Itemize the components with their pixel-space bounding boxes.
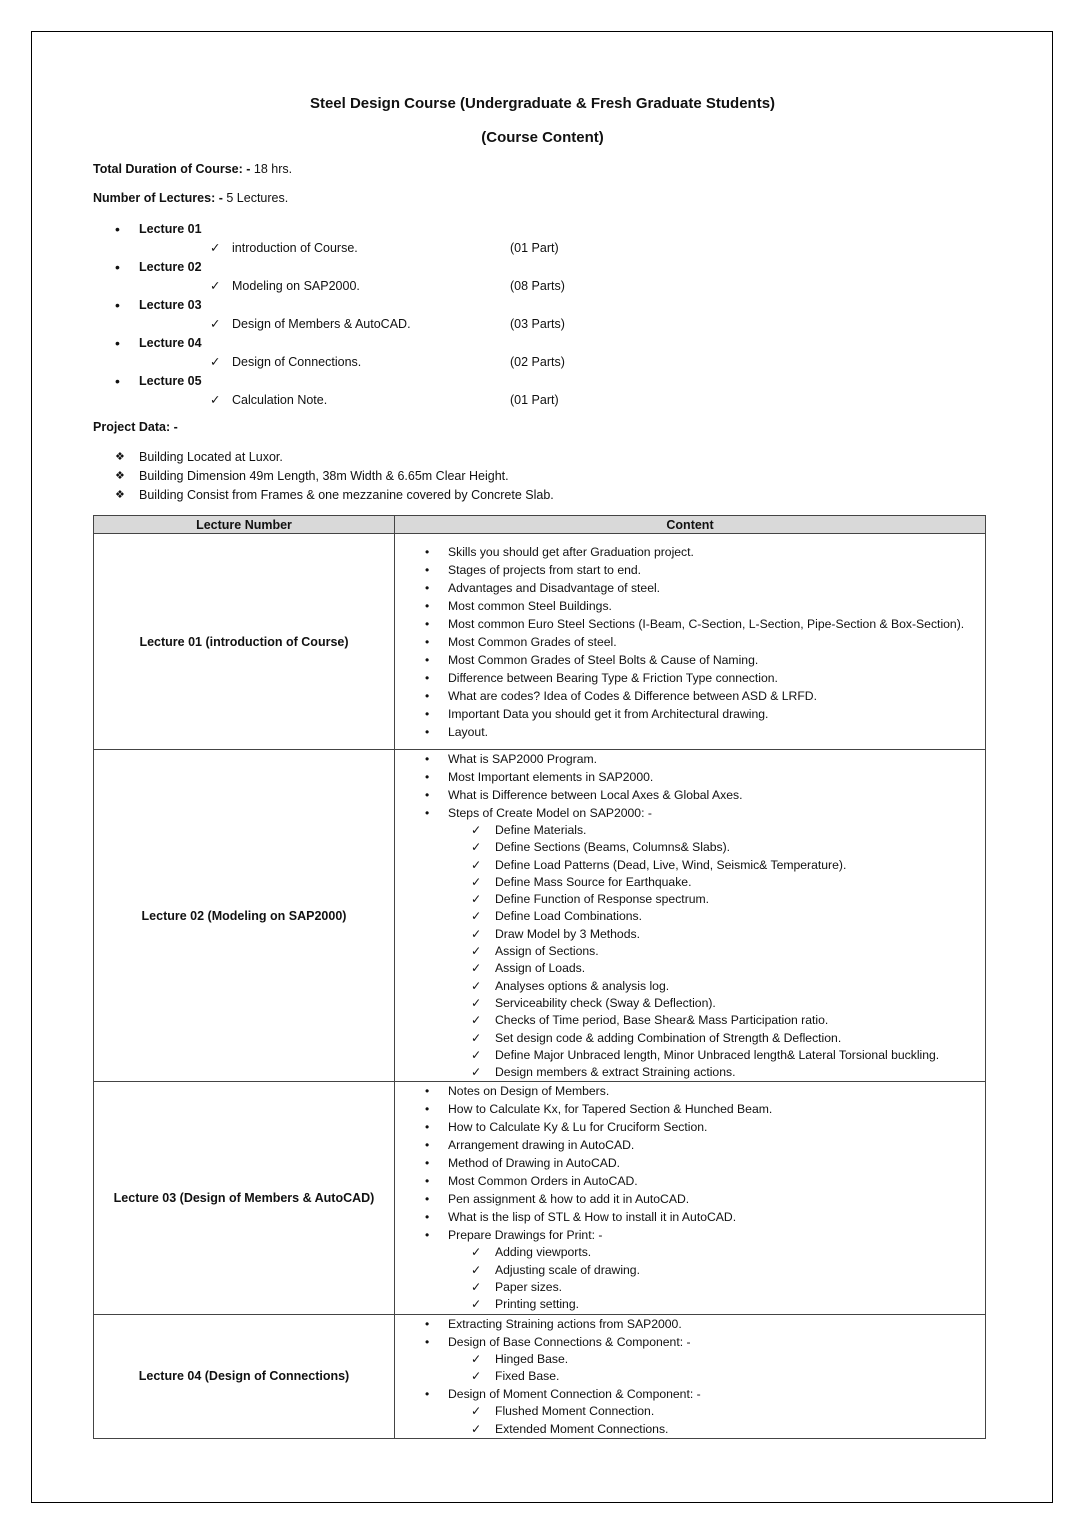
table-row	[94, 750, 986, 1082]
bullet-icon: •	[115, 221, 120, 237]
bullet-icon: •	[425, 652, 430, 667]
number-of-lectures	[93, 191, 288, 205]
content-item	[395, 561, 985, 579]
sub-item	[395, 995, 985, 1012]
sub-item	[395, 978, 985, 995]
content-cell	[395, 1314, 986, 1438]
content-cell	[395, 750, 986, 1082]
checkmark-icon: ✓	[471, 944, 482, 959]
bullet-icon: •	[115, 373, 120, 389]
bullet-icon: •	[425, 806, 430, 820]
content-list	[395, 750, 985, 1081]
content-item-text: Most common Euro Steel Sections (I-Beam, C-Section, L-Section, Pipe-Section & Box-Section).	[448, 616, 965, 631]
sub-list	[395, 1351, 985, 1386]
column-header-content: Content	[395, 516, 986, 534]
sub-item-text: Checks of Time period, Base Shear& Mass Participation ratio.	[495, 1013, 829, 1028]
content-item	[395, 1082, 985, 1100]
sub-item-text: Adjusting scale of drawing.	[495, 1262, 640, 1277]
sub-item-text: Define Mass Source for Earthquake.	[495, 874, 692, 889]
content-item	[395, 1136, 985, 1154]
content-item	[395, 804, 985, 822]
checkmark-icon: ✓	[471, 1047, 482, 1062]
checkmark-icon: ✓	[471, 978, 482, 993]
bullet-icon: •	[425, 688, 430, 703]
sub-item-text: Design members & extract Straining actions.	[495, 1065, 736, 1080]
sub-item	[395, 1279, 985, 1296]
bullet-icon: •	[425, 1174, 430, 1189]
bullet-icon: •	[425, 634, 430, 649]
table-row	[94, 534, 986, 750]
sub-item-text: Assign of Sections.	[495, 944, 599, 959]
sub-item	[395, 926, 985, 943]
sub-item	[395, 908, 985, 925]
checkmark-icon: ✓	[471, 874, 482, 889]
lecture-overview-list	[93, 220, 693, 410]
sub-item	[395, 1012, 985, 1029]
content-item-text: How to Calculate Kx, for Tapered Section & Hunched Beam.	[448, 1102, 773, 1117]
bullet-icon: •	[425, 1316, 430, 1331]
content-item-text: Design of Base Connections & Component: -	[448, 1334, 691, 1349]
sub-item	[395, 960, 985, 977]
bullet-icon: •	[425, 616, 430, 631]
checkmark-icon: ✓	[471, 1421, 482, 1436]
content-item-text: Most Common Orders in AutoCAD.	[448, 1174, 638, 1189]
lectures-label: Number of Lectures: -	[93, 191, 223, 205]
bullet-icon: •	[425, 670, 430, 685]
sub-item	[395, 1244, 985, 1261]
document-subtitle: (Course Content)	[481, 129, 604, 146]
content-item-text: Design of Moment Connection & Component: -	[448, 1387, 701, 1402]
checkmark-icon: ✓	[210, 279, 221, 293]
content-item-text: Most Common Grades of steel.	[448, 634, 617, 649]
bullet-icon: •	[425, 562, 430, 577]
content-item	[395, 543, 985, 561]
checkmark-icon: ✓	[471, 1368, 482, 1383]
sub-item-text: Define Function of Response spectrum.	[495, 892, 710, 907]
checkmark-icon: ✓	[471, 1013, 482, 1028]
sub-item-text: Set design code & adding Combination of Strength & Deflection.	[495, 1030, 842, 1045]
table-row	[94, 1082, 986, 1314]
content-item-text: Most Common Grades of Steel Bolts & Cause of Naming.	[448, 652, 759, 667]
content-item	[395, 579, 985, 597]
sub-item-text: Define Load Combinations.	[495, 909, 643, 924]
checkmark-icon: ✓	[471, 1280, 482, 1295]
sub-item	[395, 874, 985, 891]
content-item-text: Difference between Bearing Type & Friction Type connection.	[448, 670, 778, 685]
bullet-icon: •	[115, 259, 120, 275]
content-list	[395, 1082, 985, 1313]
content-item	[395, 750, 985, 768]
content-item-text: What are codes? Idea of Codes & Difference between ASD & LRFD.	[448, 688, 817, 703]
checkmark-icon: ✓	[471, 1065, 482, 1080]
content-item-text: Skills you should get after Graduation project.	[448, 544, 694, 559]
content-item	[395, 1100, 985, 1118]
lecture-topic-row: ✓ Modeling on SAP2000. (08 Parts)	[93, 277, 693, 296]
bullet-icon: •	[425, 1084, 430, 1099]
content-item-text: How to Calculate Ky & Lu for Cruciform Section.	[448, 1120, 708, 1135]
bullet-icon: •	[425, 1102, 430, 1117]
sub-item-text: Hinged Base.	[495, 1351, 569, 1366]
lecture-number-cell: Lecture 03 (Design of Members & AutoCAD)	[94, 1082, 395, 1314]
sub-item	[395, 1421, 985, 1438]
table-header-row	[94, 516, 986, 534]
bullet-icon: •	[115, 297, 120, 313]
content-list	[395, 1315, 985, 1438]
sub-item-text: Define Major Unbraced length, Minor Unbraced length& Lateral Torsional buckling.	[495, 1047, 940, 1062]
content-item	[395, 615, 985, 633]
bullet-icon: •	[425, 580, 430, 595]
content-item	[395, 723, 985, 741]
lecture-topic-row: ✓ Design of Members & AutoCAD. (03 Parts)	[93, 315, 693, 334]
content-item	[395, 786, 985, 804]
content-item-text: Prepare Drawings for Print: -	[448, 1228, 603, 1243]
lecture-number-cell: Lecture 04 (Design of Connections)	[94, 1314, 395, 1438]
sub-item-text: Extended Moment Connections.	[495, 1421, 669, 1436]
sub-item	[395, 1351, 985, 1368]
sub-item	[395, 1368, 985, 1385]
content-item	[395, 1118, 985, 1136]
checkmark-icon: ✓	[471, 840, 482, 855]
checkmark-icon: ✓	[210, 393, 221, 407]
sub-item	[395, 1296, 985, 1313]
sub-item-text: Assign of Loads.	[495, 961, 586, 976]
content-item	[395, 1226, 985, 1244]
checkmark-icon: ✓	[471, 1262, 482, 1277]
sub-item	[395, 857, 985, 874]
sub-list-wrapper	[395, 822, 985, 1081]
bullet-icon: •	[425, 1156, 430, 1171]
sub-list-wrapper	[395, 1351, 985, 1386]
bullet-icon: •	[425, 1334, 430, 1349]
table-row	[94, 1314, 986, 1438]
bullet-icon: •	[425, 724, 430, 739]
checkmark-icon: ✓	[471, 1351, 482, 1366]
checkmark-icon: ✓	[471, 892, 482, 907]
sub-item-text: Define Load Patterns (Dead, Live, Wind, Seismic& Temperature).	[495, 857, 847, 872]
sub-item-text: Fixed Base.	[495, 1368, 560, 1383]
content-item-text: What is Difference between Local Axes & Global Axes.	[448, 788, 743, 802]
lecture-heading: • Lecture 01	[115, 221, 202, 237]
sub-item	[395, 891, 985, 908]
content-item-text: Extracting Straining actions from SAP2000.	[448, 1316, 682, 1331]
lecture-number-cell: Lecture 02 (Modeling on SAP2000)	[94, 750, 395, 1082]
sub-list-wrapper	[395, 1403, 985, 1438]
content-item-text: Most Important elements in SAP2000.	[448, 770, 654, 784]
checkmark-icon: ✓	[471, 1245, 482, 1260]
content-cell	[395, 534, 986, 750]
diamond-bullet-icon: ❖	[115, 489, 125, 501]
bullet-icon: •	[425, 788, 430, 802]
content-item-text: Important Data you should get it from Architectural drawing.	[448, 706, 769, 721]
sub-item-text: Flushed Moment Connection.	[495, 1404, 655, 1419]
content-item	[395, 1190, 985, 1208]
bullet-icon: •	[425, 1210, 430, 1225]
checkmark-icon: ✓	[471, 926, 482, 941]
bullet-icon: •	[425, 706, 430, 721]
content-cell	[395, 1082, 986, 1314]
lecture-heading: • Lecture 02	[115, 259, 202, 275]
bullet-icon: •	[425, 770, 430, 784]
checkmark-icon: ✓	[471, 961, 482, 976]
bullet-icon: •	[425, 1387, 430, 1402]
sub-item-text: Analyses options & analysis log.	[495, 978, 670, 993]
content-item	[395, 687, 985, 705]
bullet-icon: •	[425, 1120, 430, 1135]
content-item-text: Pen assignment & how to add it in AutoCAD.	[448, 1192, 690, 1207]
content-item	[395, 1385, 985, 1403]
sub-item	[395, 1403, 985, 1420]
sub-item-text: Paper sizes.	[495, 1280, 563, 1295]
checkmark-icon: ✓	[471, 995, 482, 1010]
sub-item-text: Define Materials.	[495, 823, 587, 837]
sub-item	[395, 839, 985, 856]
content-item-text: Method of Drawing in AutoCAD.	[448, 1156, 621, 1171]
sub-list	[395, 1403, 985, 1438]
checkmark-icon: ✓	[471, 857, 482, 872]
bullet-icon: •	[425, 1228, 430, 1243]
checkmark-icon: ✓	[471, 909, 482, 924]
checkmark-icon: ✓	[471, 823, 482, 837]
content-item-text: What is the lisp of STL & How to install it in AutoCAD.	[448, 1210, 737, 1225]
sub-item	[395, 822, 985, 839]
sub-item-text: Serviceability check (Sway & Deflection).	[495, 995, 716, 1010]
content-item-text: Advantages and Disadvantage of steel.	[448, 580, 661, 595]
content-item-text: Layout.	[448, 724, 488, 739]
checkmark-icon: ✓	[210, 317, 221, 331]
bullet-icon: •	[115, 335, 120, 351]
content-item	[395, 1154, 985, 1172]
bullet-icon: •	[425, 1138, 430, 1153]
sub-item	[395, 943, 985, 960]
sub-list	[395, 1244, 985, 1313]
sub-item	[395, 1047, 985, 1064]
content-item	[395, 1172, 985, 1190]
content-item-text: What is SAP2000 Program.	[448, 752, 598, 766]
content-item-text: Steps of Create Model on SAP2000: -	[448, 806, 652, 820]
lecture-heading: • Lecture 03	[115, 297, 202, 313]
bullet-icon: •	[425, 598, 430, 613]
checkmark-icon: ✓	[210, 241, 221, 255]
checkmark-icon: ✓	[210, 355, 221, 369]
content-item	[395, 768, 985, 786]
sub-item	[395, 1262, 985, 1279]
lecture-topic-row: ✓ Calculation Note. (01 Part)	[93, 391, 693, 410]
content-item	[395, 1208, 985, 1226]
content-item-text: Arrangement drawing in AutoCAD.	[448, 1138, 635, 1153]
content-item	[395, 597, 985, 615]
sub-item	[395, 1064, 985, 1081]
lectures-value: 5 Lectures.	[226, 191, 289, 205]
checkmark-icon: ✓	[471, 1297, 482, 1312]
checkmark-icon: ✓	[471, 1404, 482, 1419]
sub-item-text: Printing setting.	[495, 1297, 580, 1312]
content-item	[395, 633, 985, 651]
sub-list	[395, 822, 985, 1081]
duration-value: 18 hrs.	[253, 162, 293, 176]
lecture-number-cell: Lecture 01 (introduction of Course)	[94, 534, 395, 750]
bullet-icon: •	[425, 1192, 430, 1207]
content-item	[395, 1333, 985, 1351]
content-item-text: Notes on Design of Members.	[448, 1084, 610, 1099]
sub-item-text: Define Sections (Beams, Columns& Slabs).	[495, 840, 731, 855]
column-header-lecture: Lecture Number	[94, 516, 395, 534]
bullet-icon: •	[425, 544, 430, 559]
content-item	[395, 1315, 985, 1333]
sub-item-text: Draw Model by 3 Methods.	[495, 926, 640, 941]
sub-item-text: Adding viewports.	[495, 1245, 592, 1260]
course-content-table	[93, 515, 986, 1439]
document-title: Steel Design Course (Undergraduate & Fresh Graduate Students)	[309, 95, 776, 112]
lecture-topic-row: ✓ introduction of Course. (01 Part)	[93, 239, 693, 258]
duration-label: Total Duration of Course: -	[93, 162, 251, 176]
content-item-text: Stages of projects from start to end.	[448, 562, 642, 577]
diamond-bullet-icon: ❖	[115, 451, 125, 463]
content-item	[395, 651, 985, 669]
course-duration	[93, 162, 292, 176]
content-item-text: Most common Steel Buildings.	[448, 598, 612, 613]
lecture-heading: • Lecture 04	[115, 335, 202, 351]
content-item	[395, 705, 985, 723]
lecture-heading: • Lecture 05	[115, 373, 202, 389]
project-data-label: Project Data: -	[93, 420, 178, 434]
sub-list-wrapper	[395, 1244, 985, 1313]
content-item	[395, 669, 985, 687]
sub-item	[395, 1030, 985, 1047]
content-list	[395, 543, 985, 741]
checkmark-icon: ✓	[471, 1030, 482, 1045]
lecture-topic-row: ✓ Design of Connections. (02 Parts)	[93, 353, 693, 372]
diamond-bullet-icon: ❖	[115, 470, 125, 482]
bullet-icon: •	[425, 752, 430, 766]
